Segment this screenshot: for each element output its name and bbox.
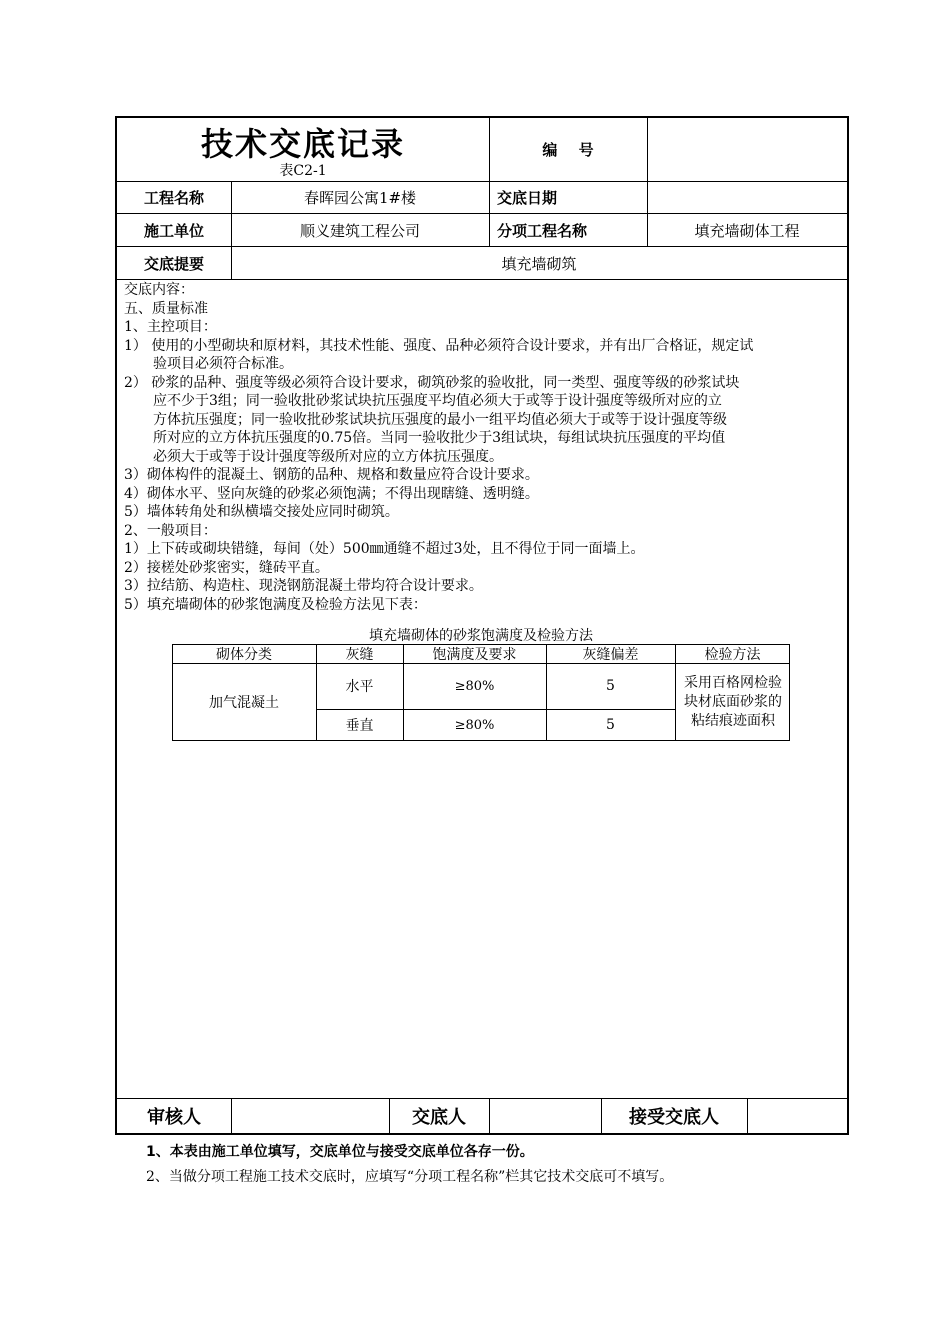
table-cell-joint: 水平 xyxy=(345,679,374,695)
reviewer-value[interactable] xyxy=(231,1099,389,1133)
project-name-value[interactable]: 春晖园公寓1#楼 xyxy=(303,189,417,207)
content-line: 必须大于或等于设计强度等级所对应的立方体抗压强度。 xyxy=(153,448,503,465)
content-line: 交底内容： xyxy=(124,282,194,298)
receiver-value[interactable] xyxy=(747,1099,847,1133)
reviewer-label: 审核人 xyxy=(147,1107,201,1128)
content-line: 5）墙体转角处和纵横墙交接处应同时砌筑。 xyxy=(124,504,399,520)
contractor-label: 施工单位 xyxy=(143,221,204,240)
table-header-joint: 灰缝 xyxy=(345,646,374,663)
receiver-label: 接受交底人 xyxy=(629,1107,719,1128)
discloser-label: 交底人 xyxy=(412,1107,466,1128)
content-line: 2）接槎处砂浆密实，缝砖平直。 xyxy=(124,559,329,576)
table-cell-deviation: 5 xyxy=(606,717,615,733)
content-line: 验项目必须符合标准。 xyxy=(153,356,293,372)
form-code: 表C2-1 xyxy=(279,163,327,179)
table-cell-joint: 垂直 xyxy=(345,718,374,734)
content-line: 5）填充墙砌体的砂浆饱满度及检验方法见下表： xyxy=(124,596,427,613)
content-line: 3）砌体构件的混凝土、钢筋的品种、规格和数量应符合设计要求。 xyxy=(124,467,539,483)
table-header-method: 检验方法 xyxy=(704,646,761,663)
content-line: 3）拉结筋、构造柱、现浇钢筋混凝土带均符合设计要求。 xyxy=(124,578,483,594)
content-line: 五、质量标准 xyxy=(124,300,208,317)
sub-project-value[interactable]: 填充墙砌体工程 xyxy=(694,221,800,240)
form-title: 技术交底记录 xyxy=(200,125,405,163)
footnote: 2、当做分项工程施工技术交底时，应填写“分项工程名称”栏其它技术交底可不填写。 xyxy=(146,1169,674,1185)
content-line: 方体抗压强度；同一验收批砂浆试块抗压强度的最小一组平均值必须大于或等于设计强度等级 xyxy=(153,411,727,428)
table-header-fullness: 饱满度及要求 xyxy=(432,646,517,663)
rule-row3 xyxy=(115,279,849,280)
content-line: 1、主控项目： xyxy=(124,319,217,335)
summary-label: 交底提要 xyxy=(143,254,204,273)
content-line: 1） 使用的小型砌块和原材料，其技术性能、强度、品种必须符合设计要求，并有出厂合格证，规定试 xyxy=(124,337,754,354)
table-cell-deviation: 5 xyxy=(606,678,615,694)
content-line: 所对应的立方体抗压强度的0.75倍。当同一验收批少于3组试块，每组试块抗压强度的平均值 xyxy=(153,430,726,446)
table-header-category: 砌体分类 xyxy=(216,646,272,663)
date-value[interactable] xyxy=(647,182,847,213)
contractor-value[interactable]: 顺义建筑工程公司 xyxy=(299,221,420,240)
mortar-table xyxy=(172,644,790,741)
content-line: 2、一般项目： xyxy=(124,522,217,539)
number-value[interactable] xyxy=(647,117,847,181)
date-label: 交底日期 xyxy=(497,189,558,207)
footnote: 1、本表由施工单位填写，交底单位与接受交底单位各存一份。 xyxy=(146,1144,534,1160)
number-label: 编 号 xyxy=(542,140,594,159)
table-header-deviation: 灰缝偏差 xyxy=(582,646,639,663)
content-line: 2） 砂浆的品种、强度等级必须符合设计要求，砌筑砂浆的验收批，同一类型、强度等级的砂浆试块 xyxy=(124,374,740,391)
table-cell-method: 采用百格网检验块材底面砂浆的粘结痕迹面积 xyxy=(684,674,782,729)
summary-value[interactable]: 填充墙砌筑 xyxy=(501,254,577,273)
table-cell-fullness: ≥80% xyxy=(454,717,495,733)
sub-project-label: 分项工程名称 xyxy=(497,221,588,240)
discloser-value[interactable] xyxy=(489,1099,601,1133)
table-cell-category: 加气混凝土 xyxy=(209,695,279,711)
content-line: 应不少于3组；同一验收批砂浆试块抗压强度平均值必须大于或等于设计强度等级所对应的立 xyxy=(153,393,722,409)
content-line: 4）砌体水平、竖向灰缝的砂浆必须饱满；不得出现瞎缝、透明缝。 xyxy=(124,485,539,502)
disclosure-content xyxy=(124,281,844,614)
table-caption: 填充墙砌体的砂浆饱满度及检验方法 xyxy=(369,627,593,644)
content-line: 1）上下砖或砌块错缝，每间（处）500㎜通缝不超过3处，且不得位于同一面墙上。 xyxy=(124,541,645,557)
table-cell-fullness: ≥80% xyxy=(454,678,495,694)
project-name-label: 工程名称 xyxy=(143,189,204,207)
